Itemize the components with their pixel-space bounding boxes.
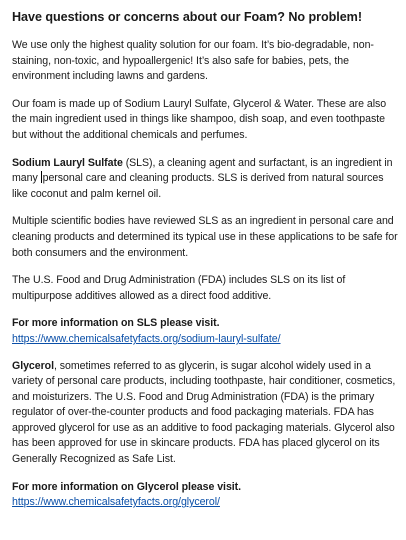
sls-text-b: personal care and cleaning products. SLS is derived from natural sources like coconut and palm kernel oil. (12, 172, 384, 200)
glycerol-info-link[interactable]: https://www.chemicalsafetyfacts.org/glycerol/ (12, 496, 220, 509)
sls-more-label: For more information on SLS please visit. (12, 317, 220, 330)
sls-text-a: (SLS), a cleaning agent and surfactant, is an ingredient in many (12, 156, 393, 185)
sls-paragraph (12, 156, 400, 203)
glycerol-paragraph (12, 359, 400, 468)
glycerol-text: , sometimes referred to as glycerin, is sugar alcohol widely used in a variety of personal care products, including toothpaste, hair conditioner, cosmetics, and moisturizers. The U.S. Food and Drug Administration (FDA) is the primary regulator of over-the-counter products and food packaging materials. FDA has approved glycerol for use as an additive to food packaging materials. Glycerol also has been approved for use in skincare products. FDA has placed glycerol on its Generally Recognized as Safe List. (12, 359, 396, 466)
sls-more-info (12, 316, 400, 347)
glycerol-more-label: For more information on Glycerol please visit. (12, 480, 242, 493)
intro-paragraph: We use only the highest quality solution for our foam. It’s bio-degradable, non-staining, non-toxic, and hypoallergenic! It’s also safe for babies, pets, the environment including lawns and gardens. (12, 39, 374, 83)
sls-term: Sodium Lauryl Sulfate (12, 156, 123, 169)
sls-info-link[interactable]: https://www.chemicalsafetyfacts.org/sodium-lauryl-sulfate/ (12, 332, 281, 345)
fda-sls-paragraph: The U.S. Food and Drug Administration (FDA) includes SLS on its list of multipurpose additives allowed as a direct food additive. (12, 274, 346, 302)
glycerol-more-info (12, 480, 400, 511)
ingredients-paragraph: Our foam is made up of Sodium Lauryl Sulfate, Glycerol & Water. These are also the main ingredient used in things like shampoo, dish soap, and even toothpaste but without the additional chemicals and perfumes. (12, 97, 387, 141)
reviews-paragraph: Multiple scientific bodies have reviewed SLS as an ingredient in personal care and cleaning products and determined its typical use in these applications to be safe for both consumers and the environment. (12, 215, 398, 259)
page-title: Have questions or concerns about our Foam? No problem! (12, 10, 362, 24)
glycerol-term: Glycerol (12, 359, 54, 372)
